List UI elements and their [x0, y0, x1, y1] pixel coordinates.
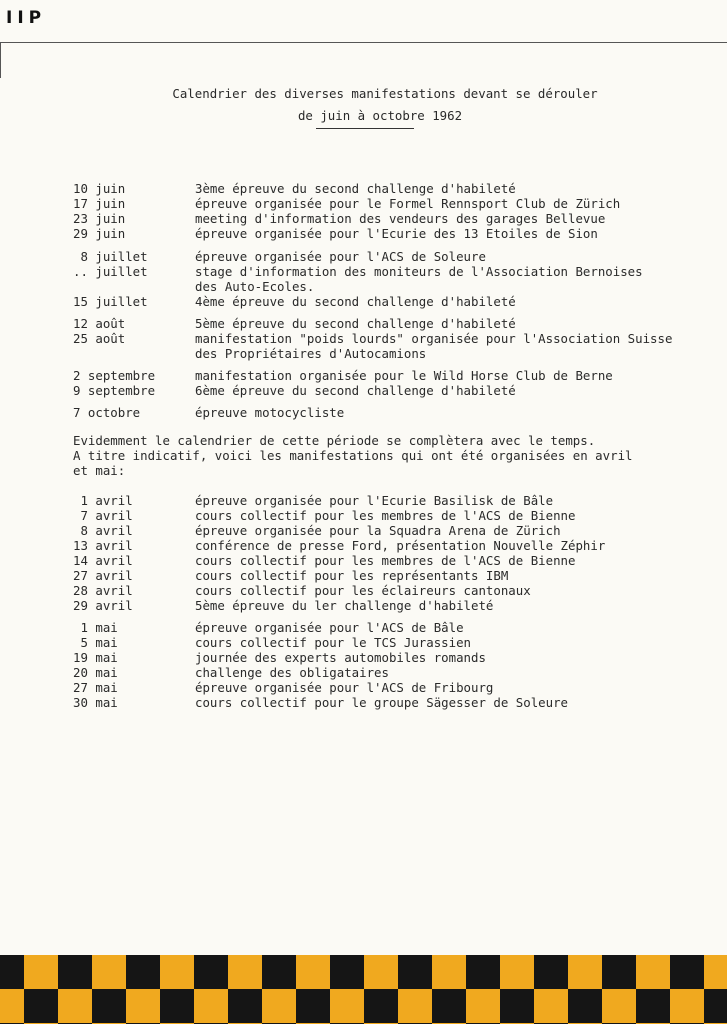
schedule-event: meeting d'information des vendeurs des garages Bellevue — [195, 211, 606, 226]
past-date: 7 avril — [73, 508, 133, 523]
past-event: cours collectif pour le TCS Jurassien — [195, 635, 472, 650]
schedule-date: 29 juin — [73, 226, 126, 241]
schedule-date: 25 août — [73, 331, 126, 346]
schedule-date: .. juillet — [73, 264, 148, 279]
past-date: 13 avril — [73, 538, 133, 553]
past-event: cours collectif pour les éclaireurs cantonaux — [195, 583, 531, 598]
past-event: cours collectif pour les représentants IBM — [195, 568, 509, 583]
past-date: 20 mai — [73, 665, 118, 680]
schedule-event: des Propriétaires d'Autocamions — [195, 346, 427, 361]
past-date: 29 avril — [73, 598, 133, 613]
past-event: cours collectif pour le groupe Sägesser de Soleure — [195, 695, 568, 710]
note-paragraph-line: et mai: — [73, 463, 126, 478]
past-event: 5ème épreuve du ler challenge d'habileté — [195, 598, 494, 613]
schedule-date: 2 septembre — [73, 368, 156, 383]
past-date: 1 mai — [73, 620, 118, 635]
note-paragraph-line: A titre indicatif, voici les manifestations qui ont été organisées en avril — [73, 448, 633, 463]
schedule-event: 3ème épreuve du second challenge d'habileté — [195, 181, 516, 196]
past-event: épreuve organisée pour l'ACS de Fribourg — [195, 680, 494, 695]
schedule-date: 12 août — [73, 316, 126, 331]
margin-rule — [0, 42, 1, 78]
schedule-date: 8 juillet — [73, 249, 148, 264]
past-event: cours collectif pour les membres de l'ACS de Bienne — [195, 553, 576, 568]
schedule-event: épreuve organisée pour l'ACS de Soleure — [195, 249, 486, 264]
schedule-event: stage d'information des moniteurs de l'Association Bernoises — [195, 264, 643, 279]
past-date: 30 mai — [73, 695, 118, 710]
schedule-event: 5ème épreuve du second challenge d'habileté — [195, 316, 516, 331]
schedule-event: épreuve motocycliste — [195, 405, 345, 420]
past-event: conférence de presse Ford, présentation Nouvelle Zéphir — [195, 538, 606, 553]
schedule-event: épreuve organisée pour le Formel Rennsport Club de Zürich — [195, 196, 621, 211]
past-date: 27 mai — [73, 680, 118, 695]
past-event: challenge des obligataires — [195, 665, 389, 680]
schedule-date: 10 juin — [73, 181, 126, 196]
past-event: journée des experts automobiles romands — [195, 650, 486, 665]
logo: IIP — [6, 8, 47, 28]
past-date: 14 avril — [73, 553, 133, 568]
past-date: 5 mai — [73, 635, 118, 650]
past-event: épreuve organisée pour l'Ecurie Basilisk de Bâle — [195, 493, 554, 508]
schedule-date: 23 juin — [73, 211, 126, 226]
header-bar — [0, 0, 727, 43]
past-event: épreuve organisée pour la Squadra Arena de Zürich — [195, 523, 561, 538]
schedule-event: manifestation organisée pour le Wild Horse Club de Berne — [195, 368, 613, 383]
past-event: cours collectif pour les membres de l'ACS de Bienne — [195, 508, 576, 523]
schedule-date: 9 septembre — [73, 383, 156, 398]
schedule-date: 15 juillet — [73, 294, 148, 309]
page-title: Calendrier des diverses manifestations devant se dérouler — [172, 86, 598, 101]
schedule-event: épreuve organisée pour l'Ecurie des 13 Etoiles de Sion — [195, 226, 598, 241]
schedule-event: manifestation "poids lourds" organisée pour l'Association Suisse — [195, 331, 673, 346]
note-paragraph-line: Evidemment le calendrier de cette période se complètera avec le temps. — [73, 433, 596, 448]
schedule-date: 17 juin — [73, 196, 126, 211]
schedule-event: 4ème épreuve du second challenge d'habileté — [195, 294, 516, 309]
schedule-event: des Auto-Ecoles. — [195, 279, 315, 294]
past-date: 27 avril — [73, 568, 133, 583]
title-underline — [316, 128, 414, 129]
schedule-event: 6ème épreuve du second challenge d'habileté — [195, 383, 516, 398]
checkered-footer-band — [0, 955, 727, 1024]
schedule-date: 7 octobre — [73, 405, 141, 420]
past-date: 19 mai — [73, 650, 118, 665]
past-date: 8 avril — [73, 523, 133, 538]
past-date: 1 avril — [73, 493, 133, 508]
page-subtitle: de juin à octobre 1962 — [297, 108, 463, 123]
past-event: épreuve organisée pour l'ACS de Bâle — [195, 620, 464, 635]
past-date: 28 avril — [73, 583, 133, 598]
